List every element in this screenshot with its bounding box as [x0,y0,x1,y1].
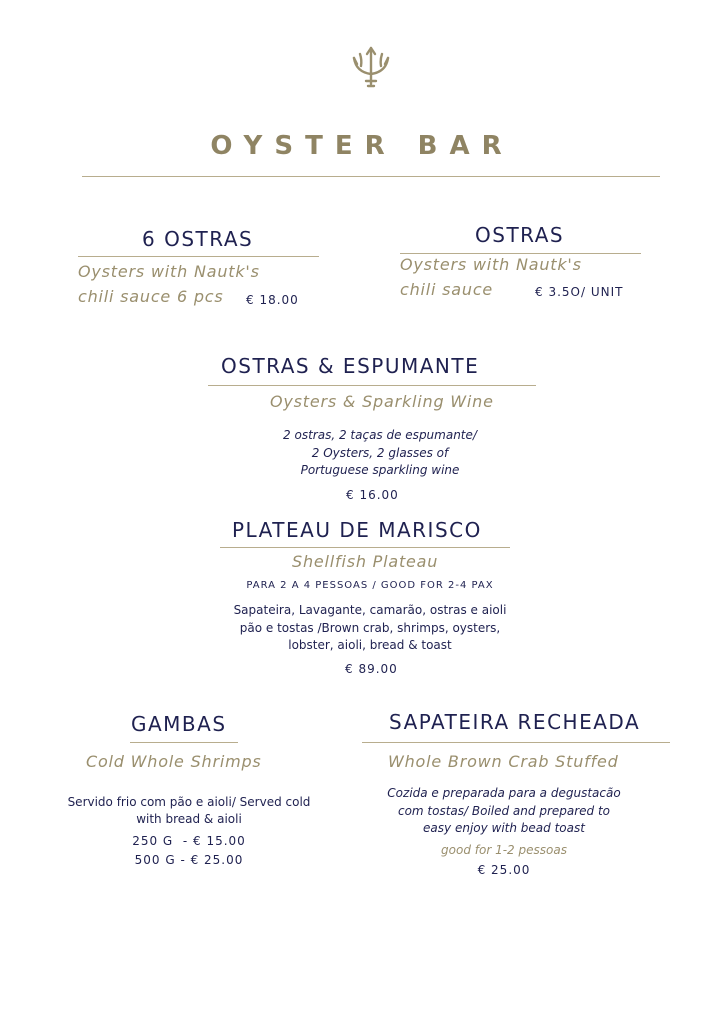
plateau-price: € 89.00 [345,662,398,676]
gambas-divider [130,742,238,743]
plateau-divider [220,547,510,548]
sapateira-divider [362,742,670,743]
sapateira-subtitle: Whole Brown Crab Stuffed [388,752,619,771]
page-title: OYSTER BAR [210,131,514,161]
title-divider [82,176,660,177]
six-ostras-sub-line1: Oysters with Nautk's [78,262,260,281]
espumante-title: OSTRAS & ESPUMANTE [221,354,480,378]
trident-icon [350,44,392,90]
plateau-desc-line2: pão e tostas /Brown crab, shrimps, oysters, [239,621,501,635]
plateau-desc-line1: Sapateira, Lavagante, camarão, ostras e aioli [233,603,507,617]
ostras-sub-line1: Oysters with Nautk's [400,255,582,274]
espumante-desc-line3: Portuguese sparkling wine [300,463,460,477]
sapateira-desc-line3: easy enjoy with bead toast [423,821,585,835]
ostras-sub-line2: chili sauce [400,280,494,299]
espumante-divider [208,385,536,386]
plateau-title: PLATEAU DE MARISCO [232,518,482,542]
gambas-price-500g: 500 G - € 25.00 [134,853,244,867]
plateau-desc-line3: lobster, aioli, bread & toast [288,638,452,652]
espumante-price: € 16.00 [346,488,399,502]
espumante-subtitle: Oysters & Sparkling Wine [270,392,494,411]
espumante-desc-line2: 2 Oysters, 2 glasses of [311,446,449,460]
gambas-price-250g: 250 G - € 15.00 [132,834,246,848]
ostras-divider [400,253,641,254]
six-ostras-divider [78,256,319,257]
plateau-subtitle: Shellfish Plateau [292,552,439,571]
plateau-note: PARA 2 A 4 PESSOAS / GOOD FOR 2-4 PAX [246,580,494,591]
six-ostras-title: 6 OSTRAS [142,227,254,251]
sapateira-desc-line2: com tostas/ Boiled and prepared to [397,804,611,818]
six-ostras-sub-line2: chili sauce 6 pcs [78,287,224,306]
six-ostras-price: € 18.00 [246,293,299,307]
espumante-desc-line1: 2 ostras, 2 taças de espumante/ [283,428,477,442]
gambas-desc-line1: Servido frio com pão e aioli/ Served cold [67,795,311,809]
gambas-subtitle: Cold Whole Shrimps [86,752,262,771]
sapateira-title: SAPATEIRA RECHEADA [389,710,641,734]
ostras-title: OSTRAS [475,223,565,247]
gambas-title: GAMBAS [131,712,227,736]
ostras-price: € 3.5O/ UNIT [535,285,624,299]
sapateira-note: good for 1-2 pessoas [441,843,567,857]
sapateira-price: € 25.00 [477,863,531,877]
sapateira-desc-line1: Cozida e preparada para a degustacão [387,786,621,800]
gambas-desc-line2: with bread & aioli [136,812,242,826]
